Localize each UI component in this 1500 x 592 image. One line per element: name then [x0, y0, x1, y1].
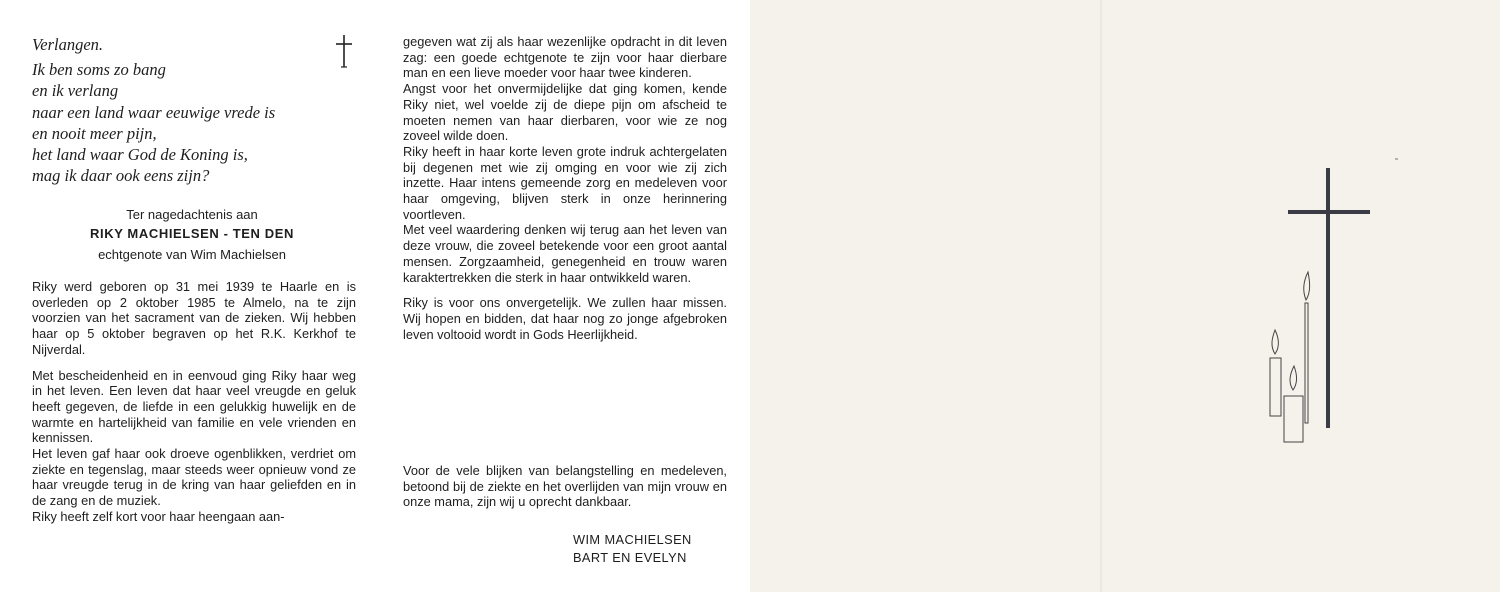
poem-line: Ik ben soms zo bang [32, 60, 166, 80]
deceased-name: RIKY MACHIELSEN - TEN DEN [90, 226, 294, 241]
paragraph: gegeven wat zij als haar wezenlijke opdracht in dit leven zag: een goede echtgenote te zijn voor haar dierbare man en een lieve moeder voor haar twee kinderen. [403, 34, 727, 81]
paragraph: Riky is voor ons onvergetelijk. We zullen haar missen. Wij hopen en bidden, dat haar nog zo jonge afgebroken leven voltooid wordt in Gods Heerlijkheid. [403, 295, 727, 342]
signature-line: BART EN EVELYN [573, 550, 687, 565]
poem [32, 34, 332, 186]
poem-line: het land waar God de Koning is, [32, 145, 248, 165]
paragraph: Riky werd geboren op 31 mei 1939 te Haarle en is overleden op 2 oktober 1985 te Almelo, na te zijn voorzien van het sacrament van de zieken. Wij hebben haar op 5 oktober begraven op het R.K. Kerkhof te Nijverdal. [32, 279, 356, 357]
left-page [0, 0, 375, 592]
signature-line: WIM MACHIELSEN [573, 532, 692, 547]
paragraph: Riky heeft zelf kort voor haar heengaan aan- [32, 508, 285, 524]
paper-speck [1395, 158, 1398, 160]
left-text-body [32, 279, 356, 525]
memorial-heading [22, 206, 362, 263]
middle-page [375, 0, 750, 592]
poem-title: Verlangen. [32, 35, 104, 54]
poem-line: en ik verlang [32, 81, 119, 101]
cross-icon [334, 34, 354, 68]
paragraph: Met veel waardering denken wij terug aan het leven van deze vrouw, die zoveel betekende voor een groot aantal mensen. Zorgzaamheid, genegenheid en trouw waren karaktertrekken die sterk in haar ontwikkeld waren. [403, 222, 727, 285]
paragraph: Met bescheidenheid en in eenvoud ging Riky haar weg in het leven. Een leven dat haar veel vreugde en geluk heeft gegeven, de liefde in een gelukkig huwelijk en de warmte en hartelijkheid van familie en vele vrienden en kennissen. [32, 367, 356, 446]
paragraph: Angst voor het onvermijdelijke dat ging komen, kende Riky niet, wel voelde zij de diepe pijn om afscheid te moeten nemen van haar dierbaren, voor wie ze nog zoveel wilde doen. [403, 81, 727, 144]
paragraph: Riky heeft in haar korte leven grote indruk achtergelaten bij degenen met wie zij omging en voor wie zij zich inzette. Haar intens gemeende zorg en medeleven voor haar omgeving, blijven sterk in onze herinnering voortleven. [403, 143, 727, 222]
cover-page [750, 0, 1500, 592]
poem-line: naar een land waar eeuwige vrede is [32, 102, 276, 122]
memorial-intro: Ter nagedachtenis aan [126, 207, 258, 222]
poem-line: en nooit meer pijn, [32, 123, 157, 143]
middle-text-body [403, 34, 727, 342]
poem-line: mag ik daar ook eens zijn? [32, 166, 210, 186]
cover-fold [1100, 0, 1102, 592]
signature [573, 531, 692, 567]
thanks-text: Voor de vele blijken van belangstelling en medeleven, betoond bij de ziekte en het overlijden van mijn vrouw en onze mama, zijn wij u oprecht dankbaar. [403, 463, 727, 510]
candles-cross-icon [1248, 158, 1388, 458]
memorial-subtitle: echtgenote van Wim Machielsen [98, 247, 286, 262]
paragraph: Het leven gaf haar ook droeve ogenblikken, verdriet om ziekte en tegenslag, maar steeds weer opnieuw vond ze haar vreugde terug in de kring van haar geliefden en in de zang en de muziek. [32, 446, 356, 509]
